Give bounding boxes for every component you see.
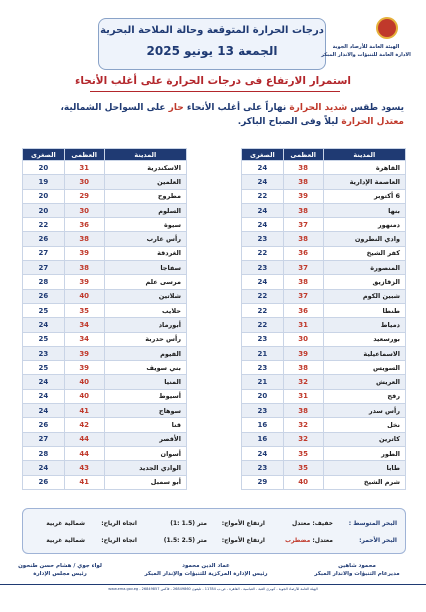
max-temp-cell: 43 xyxy=(64,461,104,475)
min-temp-cell: 19 xyxy=(23,175,65,189)
red-sea-state-b: مضطرب xyxy=(285,537,311,544)
table-row xyxy=(242,218,406,232)
city-cell: الفيوم xyxy=(104,346,186,360)
table-row xyxy=(23,289,187,303)
table-row xyxy=(23,361,187,375)
max-temp-cell: 34 xyxy=(64,318,104,332)
column-header-max: العظمى xyxy=(283,149,323,161)
min-temp-cell: 22 xyxy=(242,189,284,203)
summary-highlight: شديد الحرارة xyxy=(289,103,348,113)
city-cell: العلمين xyxy=(104,175,186,189)
min-temp-cell: 23 xyxy=(242,461,284,475)
city-cell: شلاتين xyxy=(104,289,186,303)
header-title: درجات الحرارة المتوقعة وحالة الملاحة البحرية xyxy=(100,25,324,36)
min-temp-cell: 27 xyxy=(23,432,65,446)
table-row xyxy=(242,475,406,489)
org-department: الادارة العامة للتنبؤات والانذار المبكر xyxy=(321,52,411,58)
city-cell: وادي النطرون xyxy=(323,232,405,246)
min-temp-cell: 24 xyxy=(242,203,284,217)
table-row xyxy=(242,261,406,275)
city-cell: مرسى علم xyxy=(104,275,186,289)
min-temp-cell: 20 xyxy=(23,161,65,175)
max-temp-cell: 38 xyxy=(283,203,323,217)
min-temp-cell: 24 xyxy=(23,375,65,389)
min-temp-cell: 24 xyxy=(23,389,65,403)
city-cell: طابا xyxy=(323,461,405,475)
footer-divider xyxy=(0,584,426,585)
headline-underline xyxy=(90,91,340,92)
ema-logo-icon xyxy=(376,17,398,39)
table-row xyxy=(23,332,187,346)
max-temp-cell: 38 xyxy=(283,161,323,175)
table-row xyxy=(23,303,187,317)
table-row xyxy=(242,203,406,217)
city-cell: 6 أكتوبر xyxy=(323,189,405,203)
min-temp-cell: 24 xyxy=(242,161,284,175)
table-row xyxy=(242,318,406,332)
min-temp-cell: 24 xyxy=(23,318,65,332)
city-cell: أبورماد xyxy=(104,318,186,332)
city-cell: دمياط xyxy=(323,318,405,332)
max-temp-cell: 39 xyxy=(64,275,104,289)
min-temp-cell: 27 xyxy=(23,246,65,260)
red-wind-label: اتجاه الرياح: xyxy=(101,537,137,544)
city-cell: كفر الشيخ xyxy=(323,246,405,260)
min-temp-cell: 25 xyxy=(23,332,65,346)
max-temp-cell: 35 xyxy=(64,303,104,317)
max-temp-cell: 30 xyxy=(64,203,104,217)
max-temp-cell: 39 xyxy=(64,346,104,360)
signature-title: رئيس مجلس الإدارة xyxy=(33,571,87,577)
min-temp-cell: 22 xyxy=(242,289,284,303)
footer-contact: الهيئة العامة للأرصاد الجوية - كوبرى القبة - العباسية - القاهرة - ص.ب 11784 - تليفون 26849860 - فاكس 26849857 - www.ema.gov.eg xyxy=(108,587,318,591)
max-temp-cell: 40 xyxy=(64,389,104,403)
signature-name: محمود شاهين xyxy=(338,563,376,569)
signature-title: مديرعام التنبؤات والانذار المبكر xyxy=(314,571,400,577)
min-temp-cell: 21 xyxy=(242,346,284,360)
table-row xyxy=(242,189,406,203)
city-cell: الاسكندرية xyxy=(104,161,186,175)
min-temp-cell: 25 xyxy=(23,361,65,375)
max-temp-cell: 38 xyxy=(64,261,104,275)
table-row xyxy=(242,275,406,289)
min-temp-cell: 21 xyxy=(242,375,284,389)
table-row xyxy=(23,261,187,275)
max-temp-cell: 38 xyxy=(64,232,104,246)
max-temp-cell: 37 xyxy=(283,218,323,232)
city-cell: بنها xyxy=(323,203,405,217)
city-cell: الاسماعيلية xyxy=(323,346,405,360)
red-wave-value: (1.5: 2.5) متر xyxy=(163,537,207,544)
max-temp-cell: 38 xyxy=(283,275,323,289)
table-row xyxy=(23,218,187,232)
table-row xyxy=(23,203,187,217)
max-temp-cell: 40 xyxy=(283,475,323,489)
table-row xyxy=(23,275,187,289)
summary-part: يسود طقس xyxy=(347,103,404,113)
table-row xyxy=(242,404,406,418)
min-temp-cell: 26 xyxy=(23,475,65,489)
table-row xyxy=(23,246,187,260)
max-temp-cell: 31 xyxy=(283,389,323,403)
table-row xyxy=(242,389,406,403)
table-row xyxy=(242,232,406,246)
max-temp-cell: 34 xyxy=(64,332,104,346)
min-temp-cell: 24 xyxy=(242,446,284,460)
min-temp-cell: 16 xyxy=(242,418,284,432)
med-wave-label: ارتفاع الأمواج: xyxy=(221,520,265,527)
max-temp-cell: 35 xyxy=(283,461,323,475)
header-date: الجمعة 13 يونيو 2025 xyxy=(146,44,278,58)
max-temp-cell: 32 xyxy=(283,375,323,389)
red-wave-label: ارتفاع الأمواج: xyxy=(221,537,265,544)
med-sea-label: البحر المتوسط : xyxy=(348,520,397,527)
min-temp-cell: 23 xyxy=(242,361,284,375)
min-temp-cell: 28 xyxy=(23,275,65,289)
city-cell: قنا xyxy=(104,418,186,432)
max-temp-cell: 40 xyxy=(64,375,104,389)
city-cell: رفح xyxy=(323,389,405,403)
table-row xyxy=(23,432,187,446)
max-temp-cell: 39 xyxy=(64,246,104,260)
city-cell: سوهاج xyxy=(104,404,186,418)
marine-conditions-box xyxy=(22,508,406,554)
city-cell: أسوان xyxy=(104,446,186,460)
min-temp-cell: 23 xyxy=(23,346,65,360)
min-temp-cell: 22 xyxy=(242,303,284,317)
min-temp-cell: 23 xyxy=(242,232,284,246)
table-row xyxy=(242,446,406,460)
max-temp-cell: 31 xyxy=(64,161,104,175)
table-row xyxy=(23,375,187,389)
med-sea-state: خفيف: معتدل xyxy=(292,520,333,527)
max-temp-cell: 44 xyxy=(64,446,104,460)
max-temp-cell: 38 xyxy=(283,361,323,375)
city-cell: السويس xyxy=(323,361,405,375)
max-temp-cell: 29 xyxy=(64,189,104,203)
table-row xyxy=(23,475,187,489)
min-temp-cell: 22 xyxy=(242,246,284,260)
med-wave-value: (1: 1.5) متر xyxy=(170,520,207,527)
max-temp-cell: 44 xyxy=(64,432,104,446)
summary-highlight: حار xyxy=(168,103,184,113)
city-cell: دمنهور xyxy=(323,218,405,232)
city-cell: كاترين xyxy=(323,432,405,446)
city-cell: أبو سمبل xyxy=(104,475,186,489)
table-row xyxy=(23,346,187,360)
table-row xyxy=(23,189,187,203)
table-row xyxy=(23,389,187,403)
table-row xyxy=(242,346,406,360)
max-temp-cell: 39 xyxy=(64,361,104,375)
table-row xyxy=(242,418,406,432)
red-sea-state xyxy=(285,537,333,547)
org-name: الهيئة العامة للأرصاد الجوية xyxy=(332,44,400,50)
city-cell: الأقصر xyxy=(104,432,186,446)
city-cell: طنطا xyxy=(323,303,405,317)
city-cell: شرم الشيخ xyxy=(323,475,405,489)
table-row xyxy=(23,175,187,189)
min-temp-cell: 24 xyxy=(242,175,284,189)
city-cell: أسيوط xyxy=(104,389,186,403)
med-wind-label: اتجاه الرياح: xyxy=(101,520,137,527)
column-header-max: العظمى xyxy=(64,149,104,161)
min-temp-cell: 16 xyxy=(242,432,284,446)
signature-name: عماد الدين محمود xyxy=(182,563,230,569)
min-temp-cell: 24 xyxy=(23,461,65,475)
max-temp-cell: 36 xyxy=(64,218,104,232)
max-temp-cell: 35 xyxy=(283,446,323,460)
max-temp-cell: 37 xyxy=(283,289,323,303)
table-row xyxy=(242,432,406,446)
city-cell: حلايب xyxy=(104,303,186,317)
table-row xyxy=(242,332,406,346)
weather-summary xyxy=(20,101,404,129)
table-row xyxy=(23,418,187,432)
max-temp-cell: 38 xyxy=(283,175,323,189)
min-temp-cell: 22 xyxy=(242,318,284,332)
city-cell: القاهرة xyxy=(323,161,405,175)
max-temp-cell: 32 xyxy=(283,432,323,446)
column-header-min: الصغرى xyxy=(23,149,65,161)
table-row xyxy=(242,246,406,260)
med-wind-value: شمالية غربية xyxy=(46,520,85,527)
table-row xyxy=(23,461,187,475)
table-row xyxy=(242,289,406,303)
max-temp-cell: 41 xyxy=(64,475,104,489)
table-row xyxy=(242,161,406,175)
max-temp-cell: 30 xyxy=(64,175,104,189)
summary-part: على السواحل الشمالية، xyxy=(60,103,169,113)
signature-chairman xyxy=(12,562,108,578)
min-temp-cell: 20 xyxy=(242,389,284,403)
city-cell: السلوم xyxy=(104,203,186,217)
min-temp-cell: 20 xyxy=(23,189,65,203)
table-row xyxy=(242,461,406,475)
signature-central-admin xyxy=(136,562,276,578)
red-sea-state-a: معتدل: xyxy=(310,537,333,544)
column-header-city: المدينة xyxy=(104,149,186,161)
min-temp-cell: 20 xyxy=(23,203,65,217)
max-temp-cell: 42 xyxy=(64,418,104,432)
cities-table-left xyxy=(22,148,187,490)
max-temp-cell: 30 xyxy=(283,332,323,346)
table-row xyxy=(23,232,187,246)
cities-table-right xyxy=(241,148,406,490)
signature-forecast-director xyxy=(302,562,412,578)
city-cell: المنصورة xyxy=(323,261,405,275)
city-cell: سفاجا xyxy=(104,261,186,275)
table-row xyxy=(23,318,187,332)
header-box xyxy=(98,18,326,70)
summary-highlight: معتدل الحرارة xyxy=(341,117,404,127)
city-cell: مطروح xyxy=(104,189,186,203)
min-temp-cell: 24 xyxy=(23,404,65,418)
min-temp-cell: 24 xyxy=(242,218,284,232)
table-row xyxy=(23,161,187,175)
max-temp-cell: 32 xyxy=(283,418,323,432)
summary-part: ليلاً وفى الصباح الباكر. xyxy=(237,117,342,127)
max-temp-cell: 39 xyxy=(283,346,323,360)
table-row xyxy=(242,361,406,375)
city-cell: المنيا xyxy=(104,375,186,389)
city-cell: نخل xyxy=(323,418,405,432)
city-cell: العريش xyxy=(323,375,405,389)
city-cell: شبين الكوم xyxy=(323,289,405,303)
min-temp-cell: 29 xyxy=(242,475,284,489)
table-row xyxy=(23,404,187,418)
city-cell: العاصمة الإدارية xyxy=(323,175,405,189)
min-temp-cell: 26 xyxy=(23,289,65,303)
table-row xyxy=(242,175,406,189)
summary-part: نهاراً على أغلب الأنحاء xyxy=(183,103,290,113)
city-cell: سيوة xyxy=(104,218,186,232)
signature-name: لواء جوي / هشام حسن طنحون xyxy=(18,563,102,569)
max-temp-cell: 36 xyxy=(283,246,323,260)
column-header-city: المدينة xyxy=(323,149,405,161)
max-temp-cell: 39 xyxy=(283,189,323,203)
table-row xyxy=(242,375,406,389)
max-temp-cell: 38 xyxy=(283,232,323,246)
city-cell: الزقازيق xyxy=(323,275,405,289)
min-temp-cell: 27 xyxy=(23,261,65,275)
city-cell: الطور xyxy=(323,446,405,460)
city-cell: رأس غارب xyxy=(104,232,186,246)
red-wind-value: شمالية غربية xyxy=(46,537,85,544)
city-cell: الوادي الجديد xyxy=(104,461,186,475)
min-temp-cell: 26 xyxy=(23,232,65,246)
city-cell: الغردقة xyxy=(104,246,186,260)
max-temp-cell: 41 xyxy=(64,404,104,418)
min-temp-cell: 22 xyxy=(23,218,65,232)
max-temp-cell: 37 xyxy=(283,261,323,275)
headline: استمرار الارتفاع فى درجات الحرارة على أغلب الأنحاء xyxy=(74,75,352,87)
min-temp-cell: 26 xyxy=(23,418,65,432)
max-temp-cell: 40 xyxy=(64,289,104,303)
signature-title: رئيس الإدارة المركزية للتنبؤات والإنذار المبكر xyxy=(144,571,268,577)
max-temp-cell: 31 xyxy=(283,318,323,332)
table-row xyxy=(242,303,406,317)
max-temp-cell: 38 xyxy=(283,404,323,418)
min-temp-cell: 25 xyxy=(23,303,65,317)
max-temp-cell: 36 xyxy=(283,303,323,317)
min-temp-cell: 28 xyxy=(23,446,65,460)
city-cell: بني سويف xyxy=(104,361,186,375)
min-temp-cell: 23 xyxy=(242,261,284,275)
city-cell: بورسعيد xyxy=(323,332,405,346)
min-temp-cell: 24 xyxy=(242,275,284,289)
column-header-min: الصغرى xyxy=(242,149,284,161)
min-temp-cell: 23 xyxy=(242,332,284,346)
city-cell: رأس سدر xyxy=(323,404,405,418)
city-cell: رأس حدربة xyxy=(104,332,186,346)
red-sea-label: البحر الأحمر: xyxy=(359,537,397,544)
table-row xyxy=(23,446,187,460)
min-temp-cell: 23 xyxy=(242,404,284,418)
